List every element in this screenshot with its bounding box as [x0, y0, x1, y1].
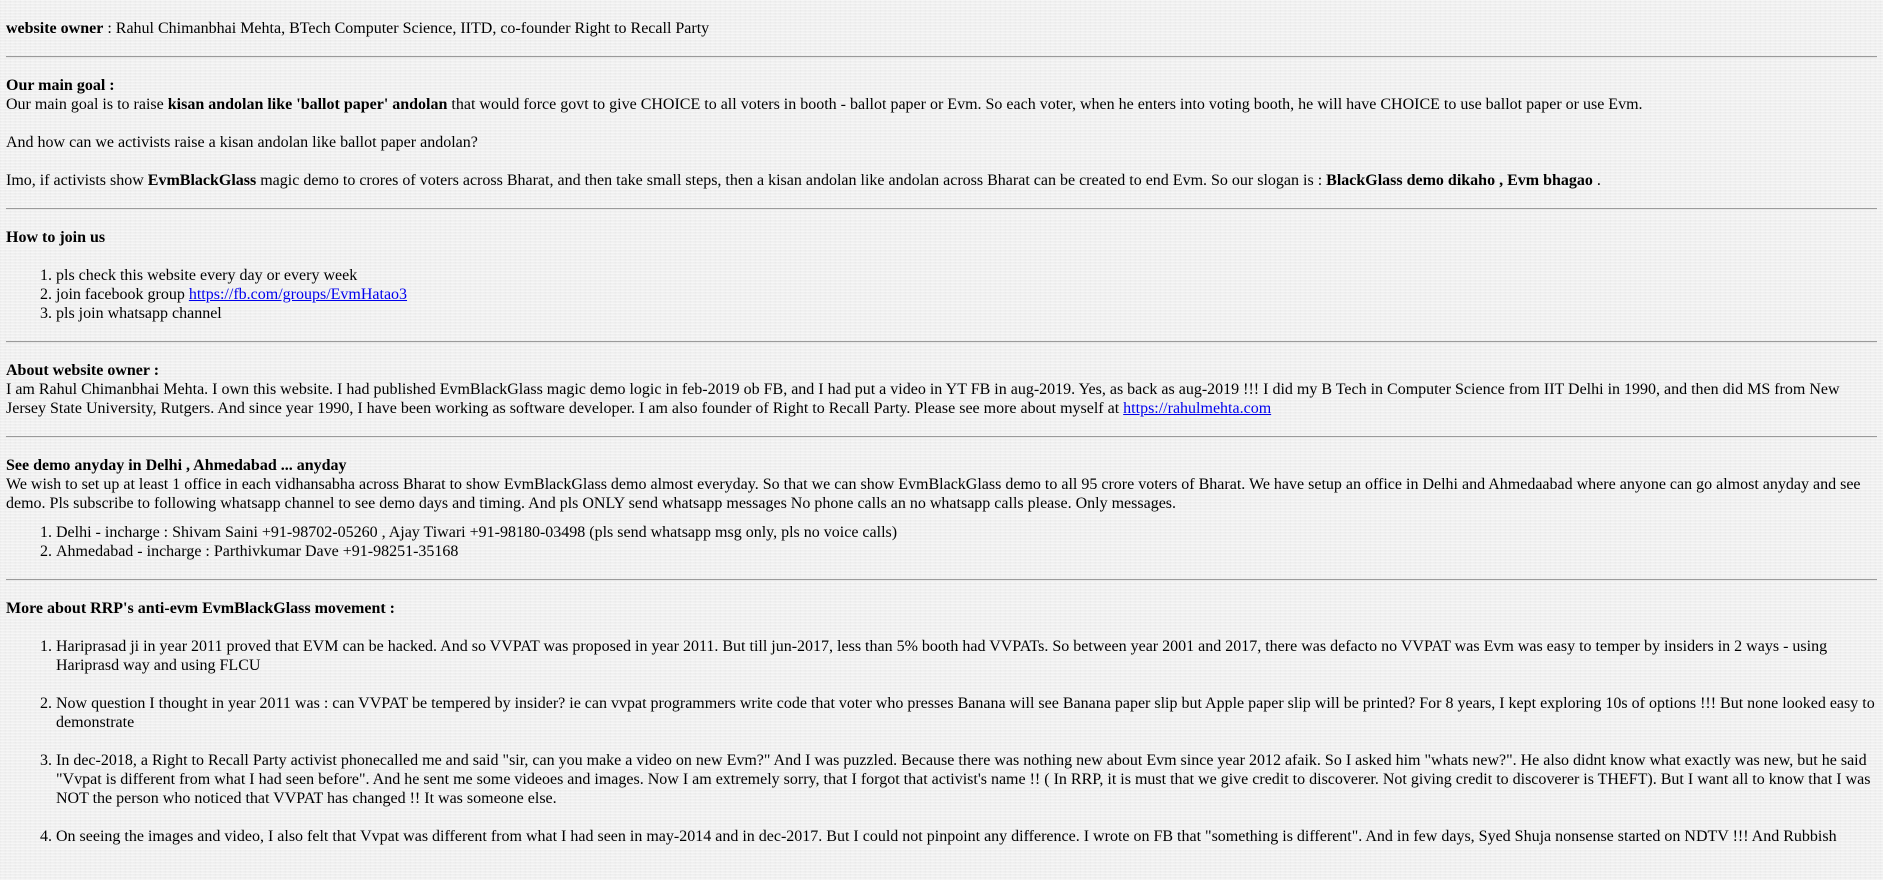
divider — [6, 56, 1877, 58]
join-steps-list — [6, 266, 1877, 323]
movement-heading: More about RRP's anti-evm EvmBlackGlass movement : — [6, 600, 395, 617]
goal-text: Our main goal is to raise — [6, 96, 168, 113]
goal-question: And how can we activists raise a kisan andolan like ballot paper andolan? — [6, 134, 478, 151]
list-item: 1. Hariprasad ji in year 2011 proved that EVM can be hacked. And so VVPAT was proposed in year 2011. But till jun-2017, less than 5% booth had VVPATs. So between year 2001 and 2017, there was defacto no VVPAT was Evm was easy to temper by insiders in 2 ways - using Hariprasd way and using FLCU — [56, 637, 1877, 675]
list-item: 3. pls join whatsapp channel — [56, 304, 1877, 323]
divider — [6, 579, 1877, 581]
divider — [6, 436, 1877, 438]
about-heading: About website owner : — [6, 362, 160, 379]
list-item: 2. Ahmedabad - incharge : Parthivkumar Dave +91-98251-35168 — [56, 542, 1877, 561]
divider — [6, 341, 1877, 343]
rahulmehta-link[interactable]: https://rahulmehta.com — [1123, 400, 1272, 417]
movement-list — [6, 637, 1877, 846]
slogan-end: . — [1592, 172, 1601, 189]
list-item: 2. Now question I thought in year 2011 was : can VVPAT be tempered by insider? ie can vvpat programmers write code that voter who presses Banana will see Banana paper slip but Apple paper slip will be printed? For 8 years, I kept exploring 10s of options !!! But none looked easy to demonstrate — [56, 694, 1877, 732]
slogan: BlackGlass demo dikaho , Evm bhagao — [1326, 172, 1593, 189]
about-paragraph — [6, 380, 1877, 418]
facebook-group-link[interactable]: https://fb.com/groups/EvmHatao3 — [188, 286, 408, 303]
demo-paragraph: We wish to set up at least 1 office in each vidhansabha across Bharat to show EvmBlackGlass demo almost everyday. So that we can show EvmBlackGlass demo to all 95 crore voters of Bharat. We have setup an office in Delhi and Ahmedaabad where anyone can go almost anyday and see demo. Pls subscribe to following whatsapp channel to see demo days and timing. And pls ONLY send whatsapp messages No phone calls an no whatsapp calls please. Only messages. — [6, 476, 1861, 512]
page-content — [0, 19, 1883, 846]
slogan-text: Imo, if activists show — [6, 172, 148, 189]
goal-paragraph — [6, 95, 1877, 114]
goal-heading: Our main goal : — [6, 77, 115, 94]
join-heading: How to join us — [6, 229, 106, 246]
about-text: I am Rahul Chimanbhai Mehta. I own this website. I had published EvmBlackGlass magic demo logic in feb-2019 ob FB, and I had put a video in YT FB in aug-2019. Yes, as back as aug-2019 !!! I did my B Tech in Computer Science from IIT Delhi in 1990, and then did MS from New Jersey State University, Rutgers. And since year 1990, I have been working as software developer. I am also founder of Right to Recall Party. Please see more about myself at — [6, 381, 1840, 417]
divider — [6, 208, 1877, 210]
owner-separator: : — [103, 20, 116, 37]
demo-heading: See demo anyday in Delhi , Ahmedabad ... anyday — [6, 457, 347, 474]
owner-line — [6, 19, 1877, 38]
owner-label: website owner — [6, 20, 104, 37]
owner-text: Rahul Chimanbhai Mehta, BTech Computer Science, IITD, co-founder Right to Recall Party — [115, 20, 710, 37]
list-item: 1. pls check this website every day or every week — [56, 266, 1877, 285]
list-item: 3. In dec-2018, a Right to Recall Party activist phonecalled me and said "sir, can you make a video on new Evm?" And I was puzzled. Because there was nothing new about Evm since year 2012 afaik. So I asked him "whats new?". He also didnt know what exactly was new, but he said "Vvpat is different from what I had seen before". And he sent me some videoes and images. Now I am extremely sorry, that I forgot that activist's name !! ( In RRP, it is must that we give credit to discoverer. Not giving credit to discoverer is THEFT). But I want all to know that I was NOT the person who noticed that VVPAT has changed !! It was someone else. — [56, 751, 1877, 808]
demo-incharge-list — [6, 523, 1877, 561]
slogan-text-middle: magic demo to crores of voters across Bharat, and then take small steps, then a kisan andolan like andolan across Bharat can be created to end Evm. So our slogan is : — [256, 172, 1327, 189]
goal-emphasis: kisan andolan like 'ballot paper' andolan — [167, 96, 448, 113]
list-item: 4. On seeing the images and video, I also felt that Vvpat was different from what I had seen in may-2014 and in dec-2017. But I could not pinpoint any difference. I wrote on FB that "something is different". And in few days, Syed Shuja nonsense started on NDTV !!! And Rubbish — [56, 827, 1877, 846]
goal-slogan-paragraph — [6, 171, 1877, 190]
goal-text-rest: that would force govt to give CHOICE to all voters in booth - ballot paper or Evm. So each voter, when he enters into voting booth, he will have CHOICE to use ballot paper or use Evm. — [447, 96, 1643, 113]
evmblackglass-emphasis: EvmBlackGlass — [147, 172, 257, 189]
join-fb-text: join facebook group — [56, 286, 189, 303]
list-item — [56, 285, 1877, 304]
list-item: 1. Delhi - incharge : Shivam Saini +91-98702-05260 , Ajay Tiwari +91-98180-03498 (pls send whatsapp msg only, pls no voice calls) — [56, 523, 1877, 542]
